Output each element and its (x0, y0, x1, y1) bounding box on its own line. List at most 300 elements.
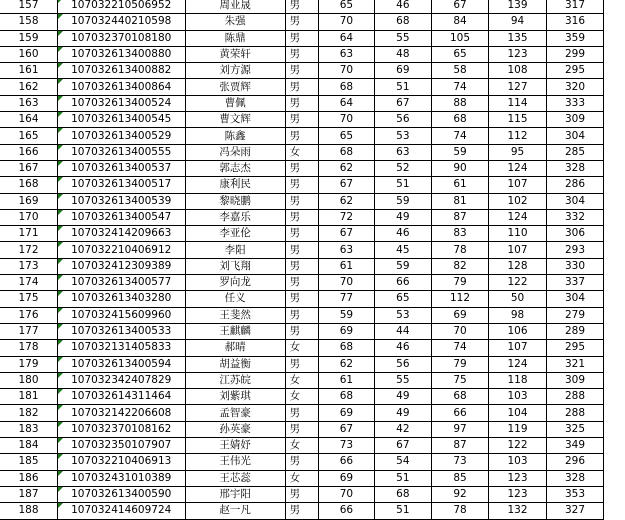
candidate-id-cell[interactable]: 107032613400524 (57, 95, 185, 111)
score-4-cell[interactable]: 107 (489, 242, 547, 258)
score-1-cell[interactable]: 68 (318, 79, 374, 95)
name-cell[interactable]: 张贾辉 (185, 79, 285, 95)
total-score-cell[interactable]: 333 (546, 95, 604, 111)
candidate-id-cell[interactable]: 107032440210598 (57, 14, 185, 30)
empty-cell[interactable] (604, 112, 625, 128)
row-number-cell[interactable]: 175 (0, 291, 57, 307)
score-1-cell[interactable]: 62 (318, 193, 374, 209)
total-score-cell[interactable]: 330 (546, 258, 604, 274)
empty-cell[interactable] (604, 421, 625, 437)
score-2-cell[interactable]: 49 (374, 405, 431, 421)
row-number-cell[interactable]: 173 (0, 258, 57, 274)
row-number-cell[interactable]: 174 (0, 275, 57, 291)
candidate-id-cell[interactable]: 107032613400577 (57, 275, 185, 291)
name-cell[interactable]: 曹佩 (185, 95, 285, 111)
score-4-cell[interactable]: 122 (489, 438, 547, 454)
row-number-cell[interactable]: 168 (0, 177, 57, 193)
score-3-cell[interactable]: 70 (431, 323, 489, 339)
total-score-cell[interactable]: 325 (546, 421, 604, 437)
score-4-cell[interactable]: 124 (489, 209, 547, 225)
gender-cell[interactable]: 男 (285, 356, 318, 372)
score-1-cell[interactable]: 69 (318, 405, 374, 421)
score-3-cell[interactable]: 78 (431, 503, 489, 519)
gender-cell[interactable]: 男 (285, 30, 318, 46)
gender-cell[interactable]: 男 (285, 209, 318, 225)
gender-cell[interactable]: 男 (285, 177, 318, 193)
empty-cell[interactable] (604, 275, 625, 291)
score-4-cell[interactable]: 139 (489, 0, 547, 14)
empty-cell[interactable] (604, 30, 625, 46)
score-4-cell[interactable]: 122 (489, 275, 547, 291)
gender-cell[interactable]: 女 (285, 389, 318, 405)
score-4-cell[interactable]: 110 (489, 226, 547, 242)
gender-cell[interactable]: 女 (285, 438, 318, 454)
score-4-cell[interactable]: 123 (489, 486, 547, 502)
score-3-cell[interactable]: 73 (431, 454, 489, 470)
row-number-cell[interactable]: 161 (0, 63, 57, 79)
gender-cell[interactable]: 男 (285, 79, 318, 95)
row-number-cell[interactable]: 167 (0, 160, 57, 176)
name-cell[interactable]: 任义 (185, 291, 285, 307)
name-cell[interactable]: 刘飞翔 (185, 258, 285, 274)
total-score-cell[interactable]: 320 (546, 79, 604, 95)
row-number-cell[interactable]: 172 (0, 242, 57, 258)
score-3-cell[interactable]: 83 (431, 226, 489, 242)
gender-cell[interactable]: 男 (285, 503, 318, 519)
row-number-cell[interactable]: 169 (0, 193, 57, 209)
score-3-cell[interactable]: 97 (431, 421, 489, 437)
score-2-cell[interactable]: 52 (374, 160, 431, 176)
row-number-cell[interactable]: 162 (0, 79, 57, 95)
candidate-id-cell[interactable]: 107032210406912 (57, 242, 185, 258)
score-2-cell[interactable]: 42 (374, 421, 431, 437)
empty-cell[interactable] (604, 160, 625, 176)
score-3-cell[interactable]: 85 (431, 470, 489, 486)
gender-cell[interactable]: 男 (285, 14, 318, 30)
name-cell[interactable]: 黎晓鹏 (185, 193, 285, 209)
total-score-cell[interactable]: 309 (546, 372, 604, 388)
name-cell[interactable]: 王婧妤 (185, 438, 285, 454)
empty-cell[interactable] (604, 177, 625, 193)
row-number-cell[interactable]: 181 (0, 389, 57, 405)
score-3-cell[interactable]: 90 (431, 160, 489, 176)
score-3-cell[interactable]: 75 (431, 372, 489, 388)
score-1-cell[interactable]: 64 (318, 95, 374, 111)
score-2-cell[interactable]: 51 (374, 79, 431, 95)
gender-cell[interactable]: 男 (285, 63, 318, 79)
total-score-cell[interactable]: 327 (546, 503, 604, 519)
score-3-cell[interactable]: 105 (431, 30, 489, 46)
score-4-cell[interactable]: 123 (489, 46, 547, 62)
score-4-cell[interactable]: 135 (489, 30, 547, 46)
total-score-cell[interactable]: 328 (546, 160, 604, 176)
score-3-cell[interactable]: 61 (431, 177, 489, 193)
score-3-cell[interactable]: 81 (431, 193, 489, 209)
score-1-cell[interactable]: 72 (318, 209, 374, 225)
score-4-cell[interactable]: 104 (489, 405, 547, 421)
candidate-id-cell[interactable]: 107032210506952 (57, 0, 185, 14)
score-4-cell[interactable]: 114 (489, 95, 547, 111)
total-score-cell[interactable]: 353 (546, 486, 604, 502)
score-2-cell[interactable]: 56 (374, 356, 431, 372)
empty-cell[interactable] (604, 46, 625, 62)
empty-cell[interactable] (604, 372, 625, 388)
gender-cell[interactable]: 男 (285, 193, 318, 209)
score-1-cell[interactable]: 69 (318, 470, 374, 486)
row-number-cell[interactable]: 186 (0, 470, 57, 486)
total-score-cell[interactable]: 306 (546, 226, 604, 242)
empty-cell[interactable] (604, 209, 625, 225)
score-1-cell[interactable]: 70 (318, 63, 374, 79)
name-cell[interactable]: 刘方源 (185, 63, 285, 79)
name-cell[interactable]: 朱强 (185, 14, 285, 30)
score-2-cell[interactable]: 65 (374, 291, 431, 307)
total-score-cell[interactable]: 304 (546, 291, 604, 307)
name-cell[interactable]: 赵一凡 (185, 503, 285, 519)
name-cell[interactable]: 孟智豪 (185, 405, 285, 421)
score-2-cell[interactable]: 66 (374, 275, 431, 291)
candidate-id-cell[interactable]: 107032142206608 (57, 405, 185, 421)
score-4-cell[interactable]: 128 (489, 258, 547, 274)
name-cell[interactable]: 曹文辉 (185, 112, 285, 128)
score-1-cell[interactable]: 70 (318, 275, 374, 291)
score-1-cell[interactable]: 64 (318, 30, 374, 46)
candidate-id-cell[interactable]: 107032613400590 (57, 486, 185, 502)
score-1-cell[interactable]: 70 (318, 486, 374, 502)
gender-cell[interactable]: 男 (285, 291, 318, 307)
empty-cell[interactable] (604, 323, 625, 339)
score-1-cell[interactable]: 63 (318, 46, 374, 62)
candidate-id-cell[interactable]: 107032613400539 (57, 193, 185, 209)
score-2-cell[interactable]: 53 (374, 128, 431, 144)
score-2-cell[interactable]: 69 (374, 63, 431, 79)
empty-cell[interactable] (604, 0, 625, 14)
total-score-cell[interactable]: 328 (546, 470, 604, 486)
total-score-cell[interactable]: 286 (546, 177, 604, 193)
score-2-cell[interactable]: 59 (374, 193, 431, 209)
score-1-cell[interactable]: 68 (318, 144, 374, 160)
name-cell[interactable]: 黄荣轩 (185, 46, 285, 62)
total-score-cell[interactable]: 337 (546, 275, 604, 291)
name-cell[interactable]: 王斐然 (185, 307, 285, 323)
score-3-cell[interactable]: 79 (431, 275, 489, 291)
empty-cell[interactable] (604, 95, 625, 111)
name-cell[interactable]: 孙英豪 (185, 421, 285, 437)
score-2-cell[interactable]: 46 (374, 0, 431, 14)
score-1-cell[interactable]: 61 (318, 258, 374, 274)
candidate-id-cell[interactable]: 107032614311464 (57, 389, 185, 405)
score-1-cell[interactable]: 63 (318, 242, 374, 258)
score-3-cell[interactable]: 74 (431, 79, 489, 95)
score-4-cell[interactable]: 102 (489, 193, 547, 209)
score-3-cell[interactable]: 59 (431, 144, 489, 160)
row-number-cell[interactable]: 176 (0, 307, 57, 323)
score-2-cell[interactable]: 48 (374, 46, 431, 62)
row-number-cell[interactable]: 163 (0, 95, 57, 111)
score-2-cell[interactable]: 56 (374, 112, 431, 128)
score-4-cell[interactable]: 95 (489, 144, 547, 160)
row-number-cell[interactable]: 171 (0, 226, 57, 242)
score-4-cell[interactable]: 124 (489, 160, 547, 176)
candidate-id-cell[interactable]: 107032431010389 (57, 470, 185, 486)
score-4-cell[interactable]: 127 (489, 79, 547, 95)
empty-cell[interactable] (604, 389, 625, 405)
score-2-cell[interactable]: 68 (374, 486, 431, 502)
score-3-cell[interactable]: 68 (431, 389, 489, 405)
score-3-cell[interactable]: 79 (431, 356, 489, 372)
row-number-cell[interactable]: 166 (0, 144, 57, 160)
gender-cell[interactable]: 男 (285, 128, 318, 144)
row-number-cell[interactable]: 159 (0, 30, 57, 46)
candidate-id-cell[interactable]: 107032414209663 (57, 226, 185, 242)
score-2-cell[interactable]: 68 (374, 14, 431, 30)
candidate-id-cell[interactable]: 107032613400864 (57, 79, 185, 95)
score-3-cell[interactable]: 74 (431, 128, 489, 144)
empty-cell[interactable] (604, 14, 625, 30)
row-number-cell[interactable]: 183 (0, 421, 57, 437)
score-1-cell[interactable]: 68 (318, 389, 374, 405)
score-3-cell[interactable]: 92 (431, 486, 489, 502)
row-number-cell[interactable]: 160 (0, 46, 57, 62)
score-2-cell[interactable]: 49 (374, 389, 431, 405)
total-score-cell[interactable]: 317 (546, 0, 604, 14)
score-1-cell[interactable]: 59 (318, 307, 374, 323)
gender-cell[interactable]: 男 (285, 258, 318, 274)
candidate-id-cell[interactable]: 107032613400882 (57, 63, 185, 79)
candidate-id-cell[interactable]: 107032131405833 (57, 340, 185, 356)
gender-cell[interactable]: 男 (285, 405, 318, 421)
empty-cell[interactable] (604, 307, 625, 323)
score-2-cell[interactable]: 54 (374, 454, 431, 470)
score-1-cell[interactable]: 70 (318, 112, 374, 128)
gender-cell[interactable]: 女 (285, 372, 318, 388)
score-4-cell[interactable]: 119 (489, 421, 547, 437)
score-1-cell[interactable]: 67 (318, 226, 374, 242)
name-cell[interactable]: 郭志杰 (185, 160, 285, 176)
candidate-id-cell[interactable]: 107032613400594 (57, 356, 185, 372)
candidate-id-cell[interactable]: 107032412309389 (57, 258, 185, 274)
empty-cell[interactable] (604, 193, 625, 209)
candidate-id-cell[interactable]: 107032613400533 (57, 323, 185, 339)
candidate-id-cell[interactable]: 107032370108162 (57, 421, 185, 437)
score-1-cell[interactable]: 62 (318, 356, 374, 372)
candidate-id-cell[interactable]: 107032613400517 (57, 177, 185, 193)
candidate-id-cell[interactable]: 107032342407829 (57, 372, 185, 388)
score-4-cell[interactable]: 107 (489, 340, 547, 356)
gender-cell[interactable]: 男 (285, 95, 318, 111)
score-4-cell[interactable]: 98 (489, 307, 547, 323)
score-2-cell[interactable]: 59 (374, 258, 431, 274)
score-1-cell[interactable]: 68 (318, 340, 374, 356)
score-2-cell[interactable]: 55 (374, 372, 431, 388)
score-1-cell[interactable]: 70 (318, 14, 374, 30)
empty-cell[interactable] (604, 242, 625, 258)
total-score-cell[interactable]: 304 (546, 128, 604, 144)
empty-cell[interactable] (604, 291, 625, 307)
score-1-cell[interactable]: 67 (318, 177, 374, 193)
score-1-cell[interactable]: 69 (318, 323, 374, 339)
total-score-cell[interactable]: 295 (546, 63, 604, 79)
score-4-cell[interactable]: 106 (489, 323, 547, 339)
score-2-cell[interactable]: 49 (374, 209, 431, 225)
score-1-cell[interactable]: 65 (318, 128, 374, 144)
name-cell[interactable]: 冯朵雨 (185, 144, 285, 160)
gender-cell[interactable]: 男 (285, 486, 318, 502)
score-1-cell[interactable]: 66 (318, 454, 374, 470)
total-score-cell[interactable]: 304 (546, 193, 604, 209)
empty-cell[interactable] (604, 340, 625, 356)
row-number-cell[interactable]: 180 (0, 372, 57, 388)
gender-cell[interactable]: 男 (285, 242, 318, 258)
empty-cell[interactable] (604, 470, 625, 486)
score-4-cell[interactable]: 108 (489, 63, 547, 79)
name-cell[interactable]: 李嘉乐 (185, 209, 285, 225)
score-1-cell[interactable]: 73 (318, 438, 374, 454)
total-score-cell[interactable]: 349 (546, 438, 604, 454)
gender-cell[interactable]: 男 (285, 275, 318, 291)
score-2-cell[interactable]: 63 (374, 144, 431, 160)
total-score-cell[interactable]: 279 (546, 307, 604, 323)
empty-cell[interactable] (604, 79, 625, 95)
score-2-cell[interactable]: 67 (374, 438, 431, 454)
score-4-cell[interactable]: 123 (489, 470, 547, 486)
score-1-cell[interactable]: 66 (318, 503, 374, 519)
name-cell[interactable]: 刘紫琪 (185, 389, 285, 405)
score-2-cell[interactable]: 51 (374, 177, 431, 193)
empty-cell[interactable] (604, 128, 625, 144)
row-number-cell[interactable]: 188 (0, 503, 57, 519)
row-number-cell[interactable]: 184 (0, 438, 57, 454)
name-cell[interactable]: 罗向龙 (185, 275, 285, 291)
score-3-cell[interactable]: 112 (431, 291, 489, 307)
row-number-cell[interactable]: 164 (0, 112, 57, 128)
total-score-cell[interactable]: 285 (546, 144, 604, 160)
empty-cell[interactable] (604, 356, 625, 372)
gender-cell[interactable]: 女 (285, 470, 318, 486)
score-4-cell[interactable]: 107 (489, 177, 547, 193)
row-number-cell[interactable]: 185 (0, 454, 57, 470)
name-cell[interactable]: 康利民 (185, 177, 285, 193)
score-3-cell[interactable]: 82 (431, 258, 489, 274)
empty-cell[interactable] (604, 226, 625, 242)
score-3-cell[interactable]: 74 (431, 340, 489, 356)
score-4-cell[interactable]: 115 (489, 112, 547, 128)
gender-cell[interactable]: 男 (285, 46, 318, 62)
total-score-cell[interactable]: 309 (546, 112, 604, 128)
score-4-cell[interactable]: 50 (489, 291, 547, 307)
score-4-cell[interactable]: 103 (489, 389, 547, 405)
name-cell[interactable]: 周业晟 (185, 0, 285, 14)
name-cell[interactable]: 王芯蕊 (185, 470, 285, 486)
row-number-cell[interactable]: 177 (0, 323, 57, 339)
total-score-cell[interactable]: 289 (546, 323, 604, 339)
score-1-cell[interactable]: 65 (318, 0, 374, 14)
score-3-cell[interactable]: 69 (431, 307, 489, 323)
total-score-cell[interactable]: 332 (546, 209, 604, 225)
score-1-cell[interactable]: 61 (318, 372, 374, 388)
empty-cell[interactable] (604, 438, 625, 454)
gender-cell[interactable]: 男 (285, 454, 318, 470)
candidate-id-cell[interactable]: 107032613400547 (57, 209, 185, 225)
candidate-id-cell[interactable]: 107032415609960 (57, 307, 185, 323)
total-score-cell[interactable]: 359 (546, 30, 604, 46)
name-cell[interactable]: 李阳 (185, 242, 285, 258)
gender-cell[interactable]: 男 (285, 226, 318, 242)
score-2-cell[interactable]: 46 (374, 226, 431, 242)
candidate-id-cell[interactable]: 107032613400545 (57, 112, 185, 128)
gender-cell[interactable]: 男 (285, 421, 318, 437)
score-4-cell[interactable]: 94 (489, 14, 547, 30)
candidate-id-cell[interactable]: 107032613403280 (57, 291, 185, 307)
empty-cell[interactable] (604, 503, 625, 519)
name-cell[interactable]: 王麒麟 (185, 323, 285, 339)
score-2-cell[interactable]: 45 (374, 242, 431, 258)
gender-cell[interactable]: 男 (285, 0, 318, 14)
empty-cell[interactable] (604, 454, 625, 470)
candidate-id-cell[interactable]: 107032414609724 (57, 503, 185, 519)
total-score-cell[interactable]: 288 (546, 405, 604, 421)
name-cell[interactable]: 李亚伦 (185, 226, 285, 242)
score-1-cell[interactable]: 62 (318, 160, 374, 176)
score-4-cell[interactable]: 132 (489, 503, 547, 519)
total-score-cell[interactable]: 295 (546, 340, 604, 356)
score-2-cell[interactable]: 67 (374, 95, 431, 111)
score-1-cell[interactable]: 77 (318, 291, 374, 307)
score-4-cell[interactable]: 118 (489, 372, 547, 388)
empty-cell[interactable] (604, 486, 625, 502)
score-3-cell[interactable]: 65 (431, 46, 489, 62)
name-cell[interactable]: 胡益衡 (185, 356, 285, 372)
row-number-cell[interactable]: 187 (0, 486, 57, 502)
total-score-cell[interactable]: 299 (546, 46, 604, 62)
gender-cell[interactable]: 男 (285, 112, 318, 128)
candidate-id-cell[interactable]: 107032613400555 (57, 144, 185, 160)
score-4-cell[interactable]: 112 (489, 128, 547, 144)
name-cell[interactable]: 郝晴 (185, 340, 285, 356)
score-3-cell[interactable]: 66 (431, 405, 489, 421)
score-3-cell[interactable]: 67 (431, 0, 489, 14)
candidate-id-cell[interactable]: 107032613400880 (57, 46, 185, 62)
score-2-cell[interactable]: 51 (374, 470, 431, 486)
total-score-cell[interactable]: 293 (546, 242, 604, 258)
score-2-cell[interactable]: 55 (374, 30, 431, 46)
score-2-cell[interactable]: 46 (374, 340, 431, 356)
candidate-id-cell[interactable]: 107032210406913 (57, 454, 185, 470)
row-number-cell[interactable]: 165 (0, 128, 57, 144)
gender-cell[interactable]: 男 (285, 323, 318, 339)
candidate-id-cell[interactable]: 107032613400537 (57, 160, 185, 176)
gender-cell[interactable]: 女 (285, 144, 318, 160)
score-4-cell[interactable]: 103 (489, 454, 547, 470)
score-3-cell[interactable]: 87 (431, 209, 489, 225)
candidate-id-cell[interactable]: 107032613400529 (57, 128, 185, 144)
empty-cell[interactable] (604, 144, 625, 160)
row-number-cell[interactable]: 179 (0, 356, 57, 372)
empty-cell[interactable] (604, 405, 625, 421)
score-3-cell[interactable]: 88 (431, 95, 489, 111)
score-4-cell[interactable]: 124 (489, 356, 547, 372)
name-cell[interactable]: 江苏皖 (185, 372, 285, 388)
total-score-cell[interactable]: 321 (546, 356, 604, 372)
score-2-cell[interactable]: 51 (374, 503, 431, 519)
name-cell[interactable]: 陈鼎 (185, 30, 285, 46)
gender-cell[interactable]: 男 (285, 160, 318, 176)
score-3-cell[interactable]: 58 (431, 63, 489, 79)
score-3-cell[interactable]: 68 (431, 112, 489, 128)
score-3-cell[interactable]: 84 (431, 14, 489, 30)
gender-cell[interactable]: 男 (285, 307, 318, 323)
score-2-cell[interactable]: 53 (374, 307, 431, 323)
